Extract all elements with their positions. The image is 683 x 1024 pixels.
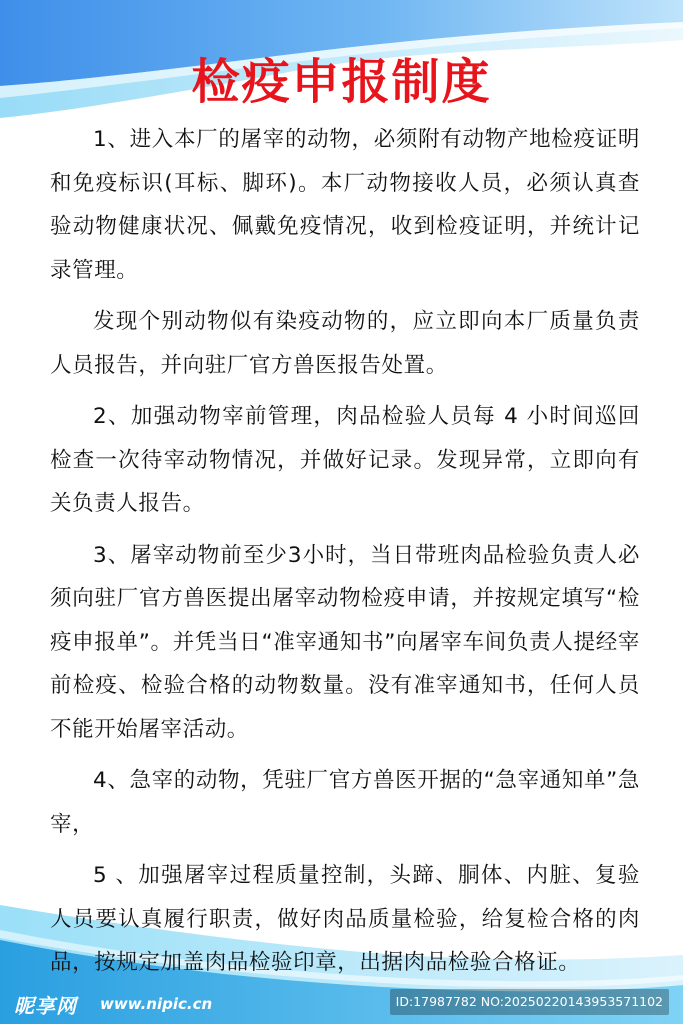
watermark-footer [0,986,683,1024]
watermark-site: www.nipic.cn [100,995,213,1013]
rule-paragraph-2: 2、加强动物宰前管理，肉品检验人员每 4 小时间巡回检查一次待宰动物情况，并做好记录。发现异常，立即向有关负责人报告。 [50,404,640,516]
page-title: 检疫申报制度 [191,54,492,110]
watermark-logo: 昵享网 [14,994,77,1018]
rule-paragraph-3: 3、屠宰动物前至少3小时，当日带班肉品检验负责人必须向驻厂官方兽医提出屠宰动物检疫申请，并按规定填写“检疫申报单”。并凭当日“准宰通知书”向屠宰车间负责人提经宰前检疫、检验合格的动物数量。没有准宰通知书，任何人员不能开始屠宰活动。 [50,542,640,742]
rule-paragraph-1: 1、进入本厂的屠宰的动物，必须附有动物产地检疫证明和免疫标识(耳标、脚环)。本厂动物接收人员，必须认真查验动物健康状况、佩戴免疫情况，收到检疫证明，并统计记录管理。 [50,127,640,283]
rule-paragraph-4: 4、急宰的动物，凭驻厂官方兽医开据的“急宰通知单”急宰， [50,768,640,837]
rule-paragraph-5: 5 、加强屠宰过程质量控制，头蹄、胴体、内脏、复验人员要认真履行职责，做好肉品质量检验，给复检合格的肉品，按规定加盖肉品检验印章，出据肉品检验合格证。 [50,863,640,975]
rules-body [50,118,640,993]
watermark-image-id: ID:17987782 NO:20250220143953571102 [390,989,669,1015]
rule-paragraph-1-note: 发现个别动物似有染疫动物的，应立即向本厂质量负责人员报告，并向驻厂官方兽医报告处置。 [50,309,640,378]
